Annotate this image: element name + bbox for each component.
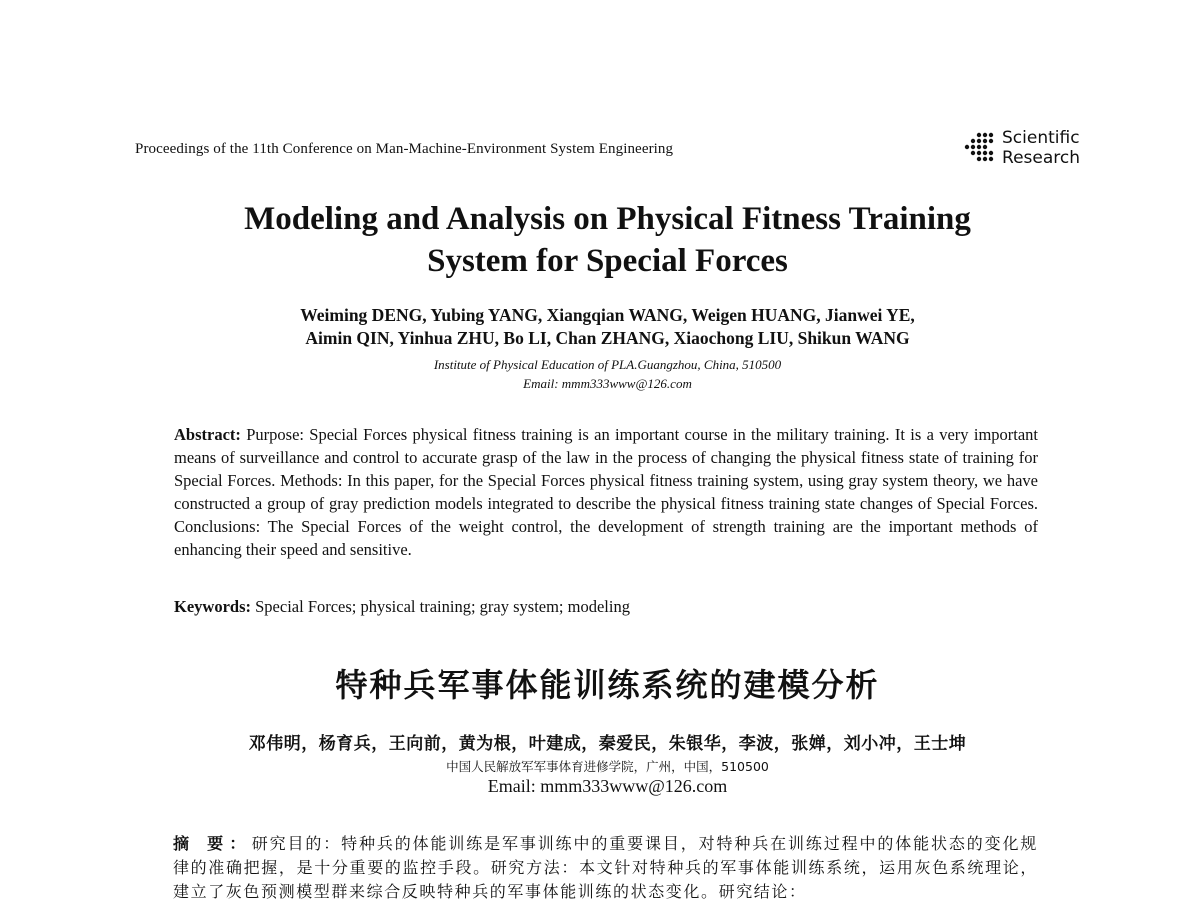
page-header (135, 128, 1080, 172)
logo-text-scientific: Scientific (1002, 128, 1080, 148)
title-line-2: System for Special Forces (427, 243, 788, 279)
chinese-affiliation: 中国人民解放军军事体育进修学院，广州，中国，510500 (446, 759, 769, 774)
abstract-text: Purpose: Special Forces physical fitness training is an important course in the military training. It is a very important means of surveillance and control to accurate grasp of the law in the process of changing the physical fitness state of training for Special Forces. Methods: In this paper, for the Special Forces physical fitness training system, using gray system theory, we have constructed a group of gray prediction models integrated to describe the physical fitness training state changes of Special Forces. Conclusions: The Special Forces of the weight control, the development of strength training are the important methods of enhancing their speed and sensitive. (174, 425, 1039, 559)
chinese-email: Email: mmm333www@126.com (487, 776, 728, 796)
authors-line-2: Aimin QIN, Yinhua ZHU, Bo LI, Chan ZHANG, Xiaochong LIU, Shikun WANG (305, 328, 910, 348)
chinese-abstract (173, 832, 1038, 904)
logo-text-research: Research (1002, 148, 1080, 168)
proceedings-title: Proceedings of the 11th Conference on Man-Machine-Environment System Engineering (135, 141, 674, 157)
chinese-abstract-text: 研究目的：特种兵的体能训练是军事训练中的重要课目，对特种兵在训练过程中的体能状态的变化规律的准确把握，是十分重要的监控手段。研究方法：本文针对特种兵的军事体能训练系统，运用灰色系统理论，建立了灰色预测模型群来综合反映特种兵的军事体能训练的状态变化。研究结论： (173, 834, 1038, 901)
abstract (174, 423, 1038, 561)
chinese-title: 特种兵军事体能训练系统的建模分析 (335, 666, 880, 704)
keywords-text: Special Forces; physical training; gray system; modeling (255, 597, 630, 616)
keywords-label: Keywords: (174, 597, 251, 616)
chinese-abstract-label: 摘 要： (173, 834, 252, 853)
title-line-1: Modeling and Analysis on Physical Fitness Training (244, 201, 971, 237)
affiliation-block (160, 355, 1055, 393)
paper-title (150, 198, 1065, 282)
abstract-label: Abstract: (174, 425, 241, 444)
chinese-authors: 邓伟明，杨育兵，王向前，黄为根，叶建成，秦爱民，朱银华，李波，张婵，刘小冲，王士坤 (248, 734, 967, 754)
affiliation: Institute of Physical Education of PLA.Guangzhou, China, 510500 (433, 357, 782, 372)
email: Email: mmm333www@126.com (523, 376, 692, 391)
scientific-research-logo-icon (960, 129, 998, 167)
author-list (160, 304, 1055, 350)
authors-line-1: Weiming DENG, Yubing YANG, Xiangqian WANG, Weigen HUANG, Jianwei YE, (300, 305, 915, 325)
keywords (174, 597, 1038, 617)
publisher-logo (960, 128, 1080, 168)
